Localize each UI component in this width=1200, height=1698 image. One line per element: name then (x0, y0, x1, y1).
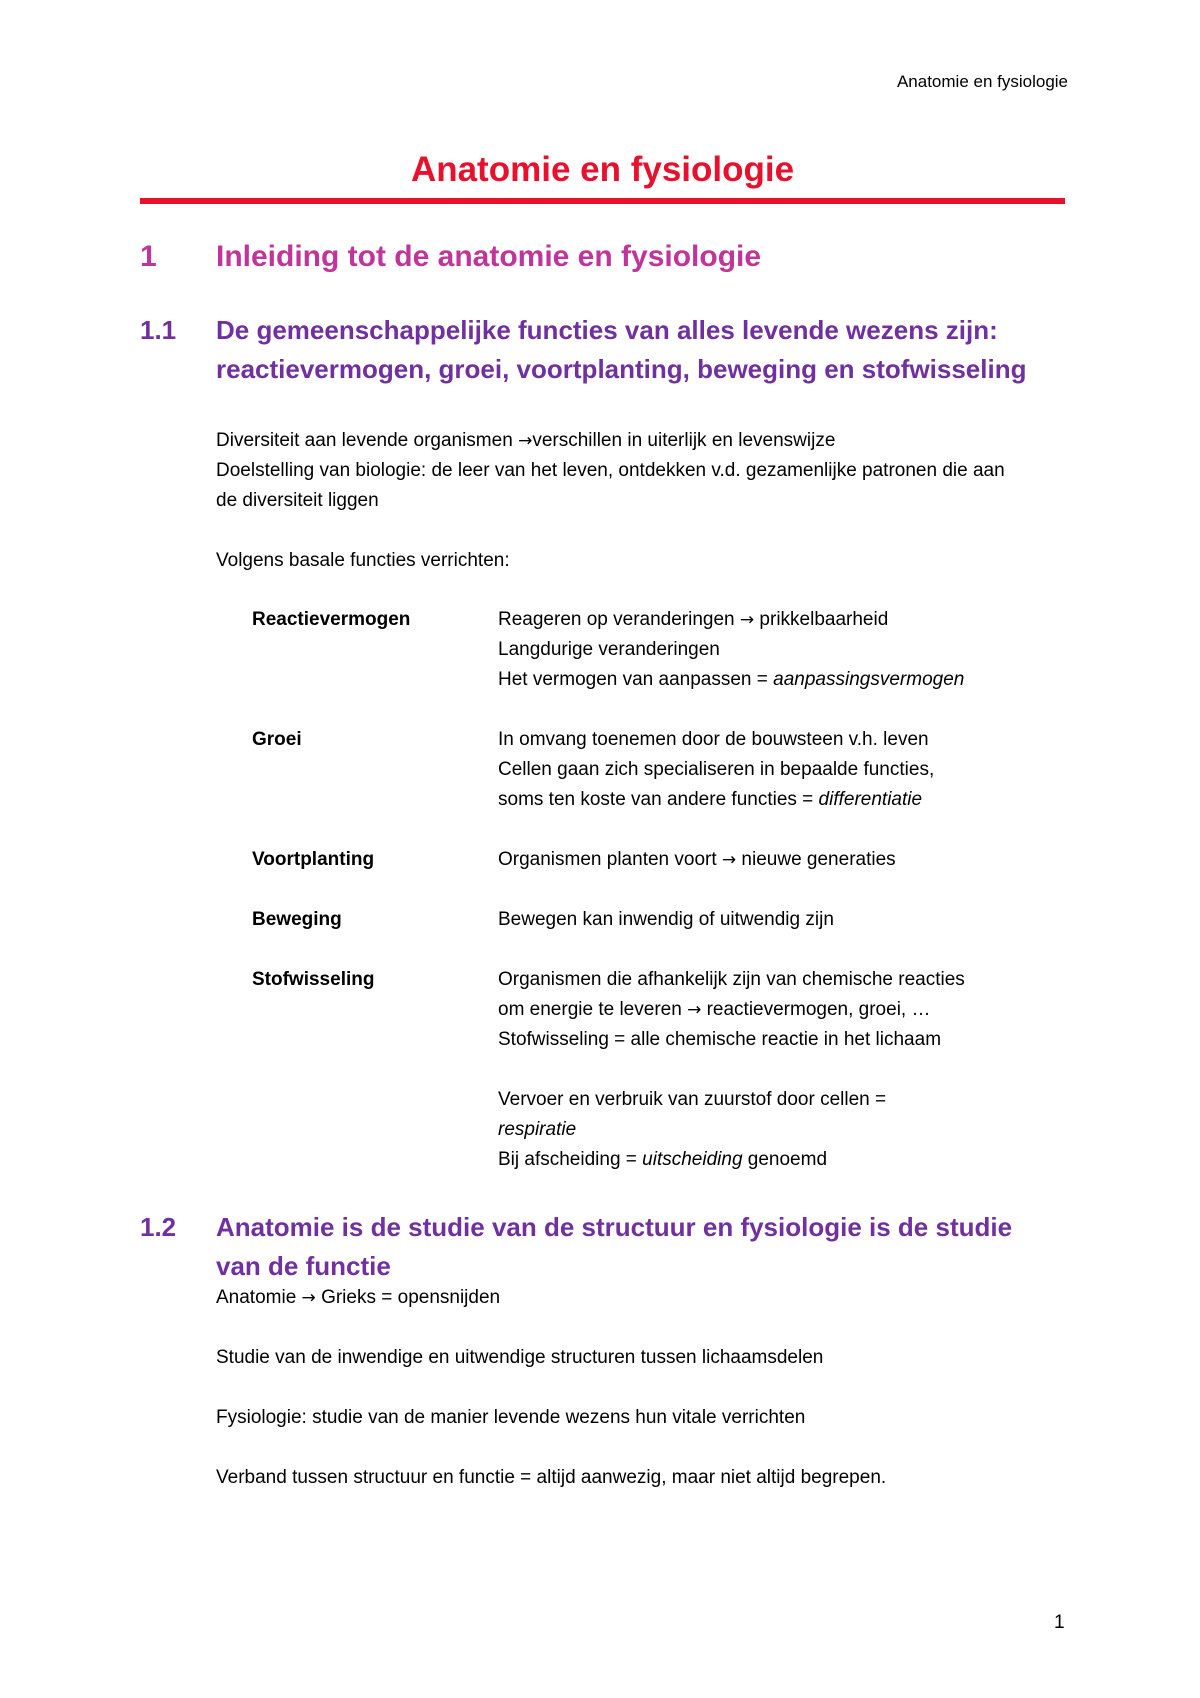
function-term: Voortplanting (252, 849, 375, 870)
arrow-right-icon: → (301, 1288, 316, 1308)
document-title: Anatomie en fysiologie (410, 150, 795, 189)
anatomy-definition: Studie van de inwendige en uitwendige structuren tussen lichaamsdelen (216, 1347, 824, 1368)
function-term: Groei (252, 729, 302, 750)
arrow-right-icon: → (687, 1000, 702, 1020)
title-underline (140, 198, 1065, 204)
function-description: Bewegen kan inwendig of uitwendig zijn (498, 909, 834, 930)
function-description: Organismen planten voort → nieuwe generaties (498, 849, 896, 870)
section-title: De gemeenschappelijke functies van alles levende wezens zijn: reactievermogen, groei, voortplanting, beweging en stofwisseling (216, 315, 1027, 384)
intro-line-diversity: Diversiteit aan levende organismen →verschillen in uiterlijk en levenswijze (216, 430, 836, 451)
function-term: Stofwisseling (252, 969, 375, 990)
arrow-right-icon: → (721, 850, 737, 870)
section-heading-1-2 (140, 1208, 1040, 1286)
structure-function-relation: Verband tussen structuur en functie = altijd aanwezig, maar niet altijd begrepen. (216, 1467, 887, 1488)
function-term: Reactievermogen (252, 609, 411, 630)
section-1-1-intro (216, 426, 1016, 576)
intro-line-goal: Doelstelling van biologie: de leer van het leven, ontdekken v.d. gezamenlijke patronen die aan de diversiteit liggen (216, 460, 1005, 511)
physiology-definition: Fysiologie: studie van de manier levende wezens hun vitale verrichten (216, 1407, 806, 1428)
section-number: 1.1 (140, 315, 177, 345)
arrow-right-icon: → (739, 610, 755, 630)
section-heading-1-1 (140, 311, 1075, 389)
section-number: 1.2 (140, 1212, 177, 1242)
page-number: 1 (1054, 1612, 1065, 1633)
function-description: In omvang toenemen door de bouwsteen v.h. leven Cellen gaan zich specialiseren in bepaalde functies, soms ten koste van andere functies = differentiatie (498, 729, 935, 810)
intro-line-functions: Volgens basale functies verrichten: (216, 550, 510, 571)
chapter-heading (140, 240, 761, 274)
chapter-title: Inleiding tot de anatomie en fysiologie (216, 240, 762, 273)
arrow-right-icon: → (518, 431, 533, 451)
section-title: Anatomie is de studie van de structuur en fysiologie is de studie van de functie (216, 1212, 1013, 1281)
function-description: Organismen die afhankelijk zijn van chemische reacties om energie te leveren → reactievermogen, groei, … Stofwisseling = alle chemische reactie in het lichaam Vervoer en verbruik van zuurstof door cellen = respiratie Bij afscheiding = uitscheiding genoemd (498, 969, 965, 1170)
function-description: Reageren op veranderingen → prikkelbaarheid Langdurige veranderingen Het vermogen van aanpassen = aanpassingsvermogen (498, 609, 965, 690)
running-header: Anatomie en fysiologie (896, 72, 1068, 91)
function-term: Beweging (252, 909, 342, 930)
chapter-number: 1 (140, 240, 157, 273)
section-1-2-body (216, 1283, 1036, 1493)
anatomy-etymology: Anatomie → Grieks = opensnijden (216, 1287, 501, 1308)
